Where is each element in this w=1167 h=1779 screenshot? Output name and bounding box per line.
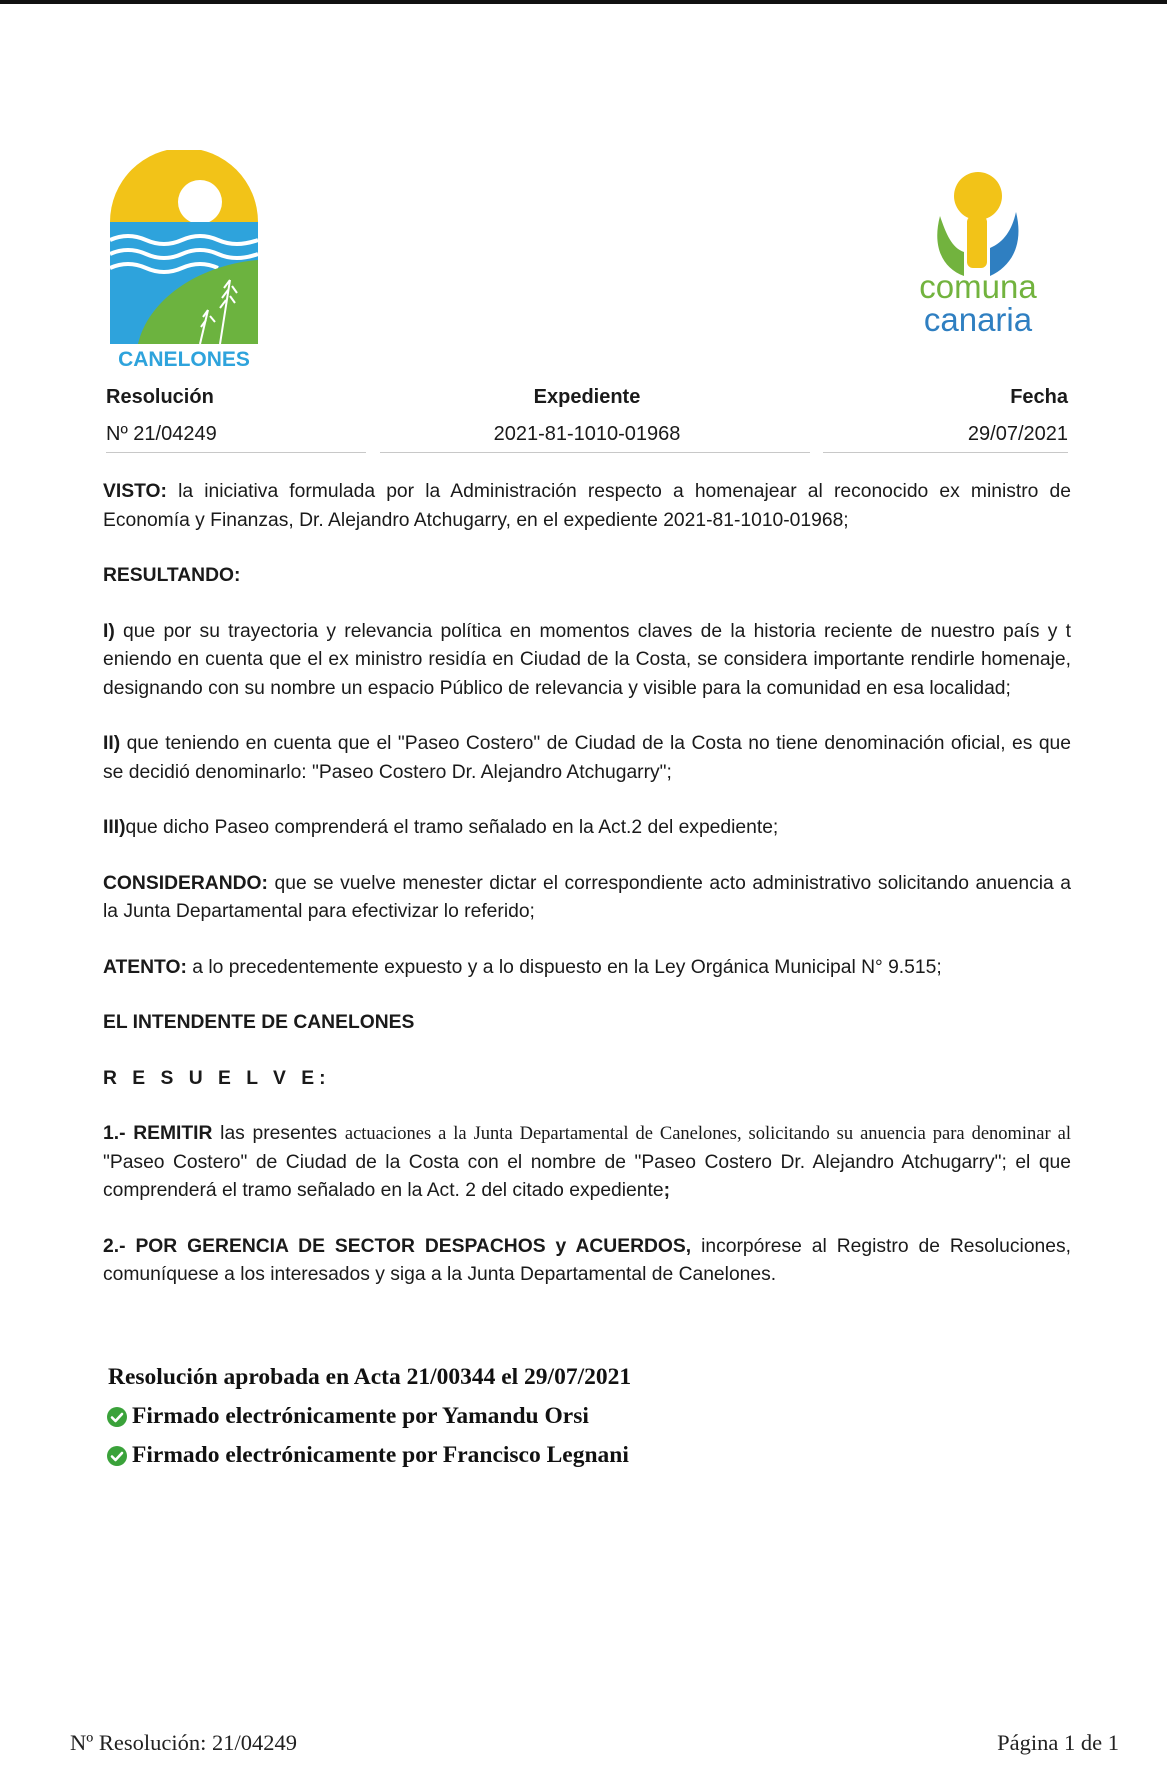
item1-text: que por su trayectoria y relevancia política en momentos claves de la historia reciente de nuestro país y t eniendo en cuenta que el ex ministro residía en Ciudad de la Costa, se considera importante rendirle homenaje, designando con su nombre un espacio Público de relevancia y visible para la comunidad en esa localidad; [103, 620, 1071, 699]
resolucion-column [106, 386, 426, 446]
item3-label: III) [103, 817, 126, 838]
resultando-label: RESULTANDO: [103, 565, 241, 586]
footer-resolution-number: Nº Resolución: 21/04249 [70, 1730, 297, 1755]
canaria-logo-text: canaria [923, 301, 1033, 338]
res1-mid: las presentes [212, 1123, 345, 1144]
footer-page-number: Página 1 de 1 [997, 1730, 1119, 1755]
item1-label: I) [103, 620, 115, 642]
resolucion-value: Nº 21/04249 [106, 423, 217, 445]
divider [106, 452, 366, 453]
fecha-column [748, 386, 1068, 446]
fecha-value: 29/07/2021 [967, 423, 1068, 445]
resolution-item-1 [103, 1120, 1071, 1206]
visto-label: VISTO: [103, 481, 167, 502]
item3-text: que dicho Paseo comprenderá el tramo señalado en la Act.2 del expediente; [125, 817, 779, 838]
res1-label: 1.- REMITIR [103, 1123, 213, 1144]
signature-line-1 [108, 1397, 631, 1436]
item3-paragraph [103, 814, 1071, 843]
resolution-item-2 [103, 1233, 1071, 1290]
expediente-value: 2021-81-1010-01968 [493, 423, 681, 445]
canelones-logo-text: CANELONES [118, 348, 250, 370]
intendente-label: EL INTENDENTE DE CANELONES [103, 1012, 415, 1033]
atento-paragraph [103, 954, 1071, 983]
check-circle-icon [106, 1445, 128, 1467]
resolucion-label: Resolución [106, 386, 214, 408]
visto-paragraph [103, 478, 1071, 535]
intendente-heading [103, 1009, 1071, 1038]
resolution-header [106, 386, 1068, 453]
item1-paragraph [103, 618, 1071, 704]
atento-label: ATENTO: [103, 956, 187, 978]
header-underlines [106, 452, 1068, 453]
resolution-body [103, 478, 1071, 1317]
res1-tail: "Paseo Costero" de Ciudad de la Costa con el nombre de "Paseo Costero Dr. Alejandro Atchugarry"; el que comprenderá el tramo señalado en la Act. 2 del citado expediente [103, 1151, 1071, 1201]
res2-label: 2.- POR GERENCIA DE SECTOR DESPACHOS y ACUERDOS, [103, 1235, 692, 1257]
res1-serif-text: actuaciones a la Junta Departamental de Canelones, solicitando su anuencia para denominar al [344, 1124, 1071, 1144]
resuelve-label: R E S U E L V E: [103, 1067, 331, 1089]
considerando-label: CONSIDERANDO: [103, 872, 268, 894]
comuna-logo-text: comuna [919, 268, 1037, 305]
signature-2-text: Firmado electrónicamente por Francisco Legnani [132, 1442, 629, 1468]
signature-block [108, 1358, 631, 1475]
res1-end: ; [663, 1180, 671, 1201]
res2-text: incorpórese al Registro de Resoluciones, comuníquese a los interesados y siga a la Junta Departamental de Canelones. [103, 1235, 1071, 1285]
considerando-paragraph [103, 870, 1071, 927]
divider [380, 452, 810, 453]
resuelve-heading [103, 1065, 1071, 1094]
item2-paragraph [103, 730, 1071, 787]
expediente-column [427, 386, 747, 446]
comuna-canaria-logo [912, 168, 1057, 343]
canelones-logo [108, 150, 260, 370]
visto-text: la iniciativa formulada por la Administración respecto a homenajear al reconocido ex ministro de Economía y Finanzas, Dr. Alejandro Atchugarry, en el expediente 2021-81-1010-01968; [103, 481, 1071, 531]
check-circle-icon [106, 1406, 128, 1428]
item2-text: que teniendo en cuenta que el "Paseo Costero" de Ciudad de la Costa no tiene denominación oficial, es que se decidió denominarlo: "Paseo Costero Dr. Alejandro Atchugarry"; [103, 733, 1071, 783]
atento-text: a lo precedentemente expuesto y a lo dispuesto en la Ley Orgánica Municipal N° 9.515; [186, 956, 942, 978]
resultando-heading [103, 562, 1071, 591]
fecha-label: Fecha [1010, 386, 1068, 408]
signature-1-text: Firmado electrónicamente por Yamandu Orsi [132, 1403, 589, 1429]
approval-line: Resolución aprobada en Acta 21/00344 el 29/07/2021 [108, 1364, 632, 1390]
top-edge-bar [0, 0, 1167, 4]
expediente-label: Expediente [533, 386, 641, 408]
item2-label: II) [103, 733, 121, 754]
page-footer [70, 1730, 1119, 1756]
signature-line-2 [108, 1436, 631, 1475]
considerando-text: que se vuelve menester dictar el correspondiente acto administrativo solicitando anuencia a la Junta Departamental para efectivizar lo referido; [103, 872, 1071, 922]
divider [823, 452, 1068, 453]
